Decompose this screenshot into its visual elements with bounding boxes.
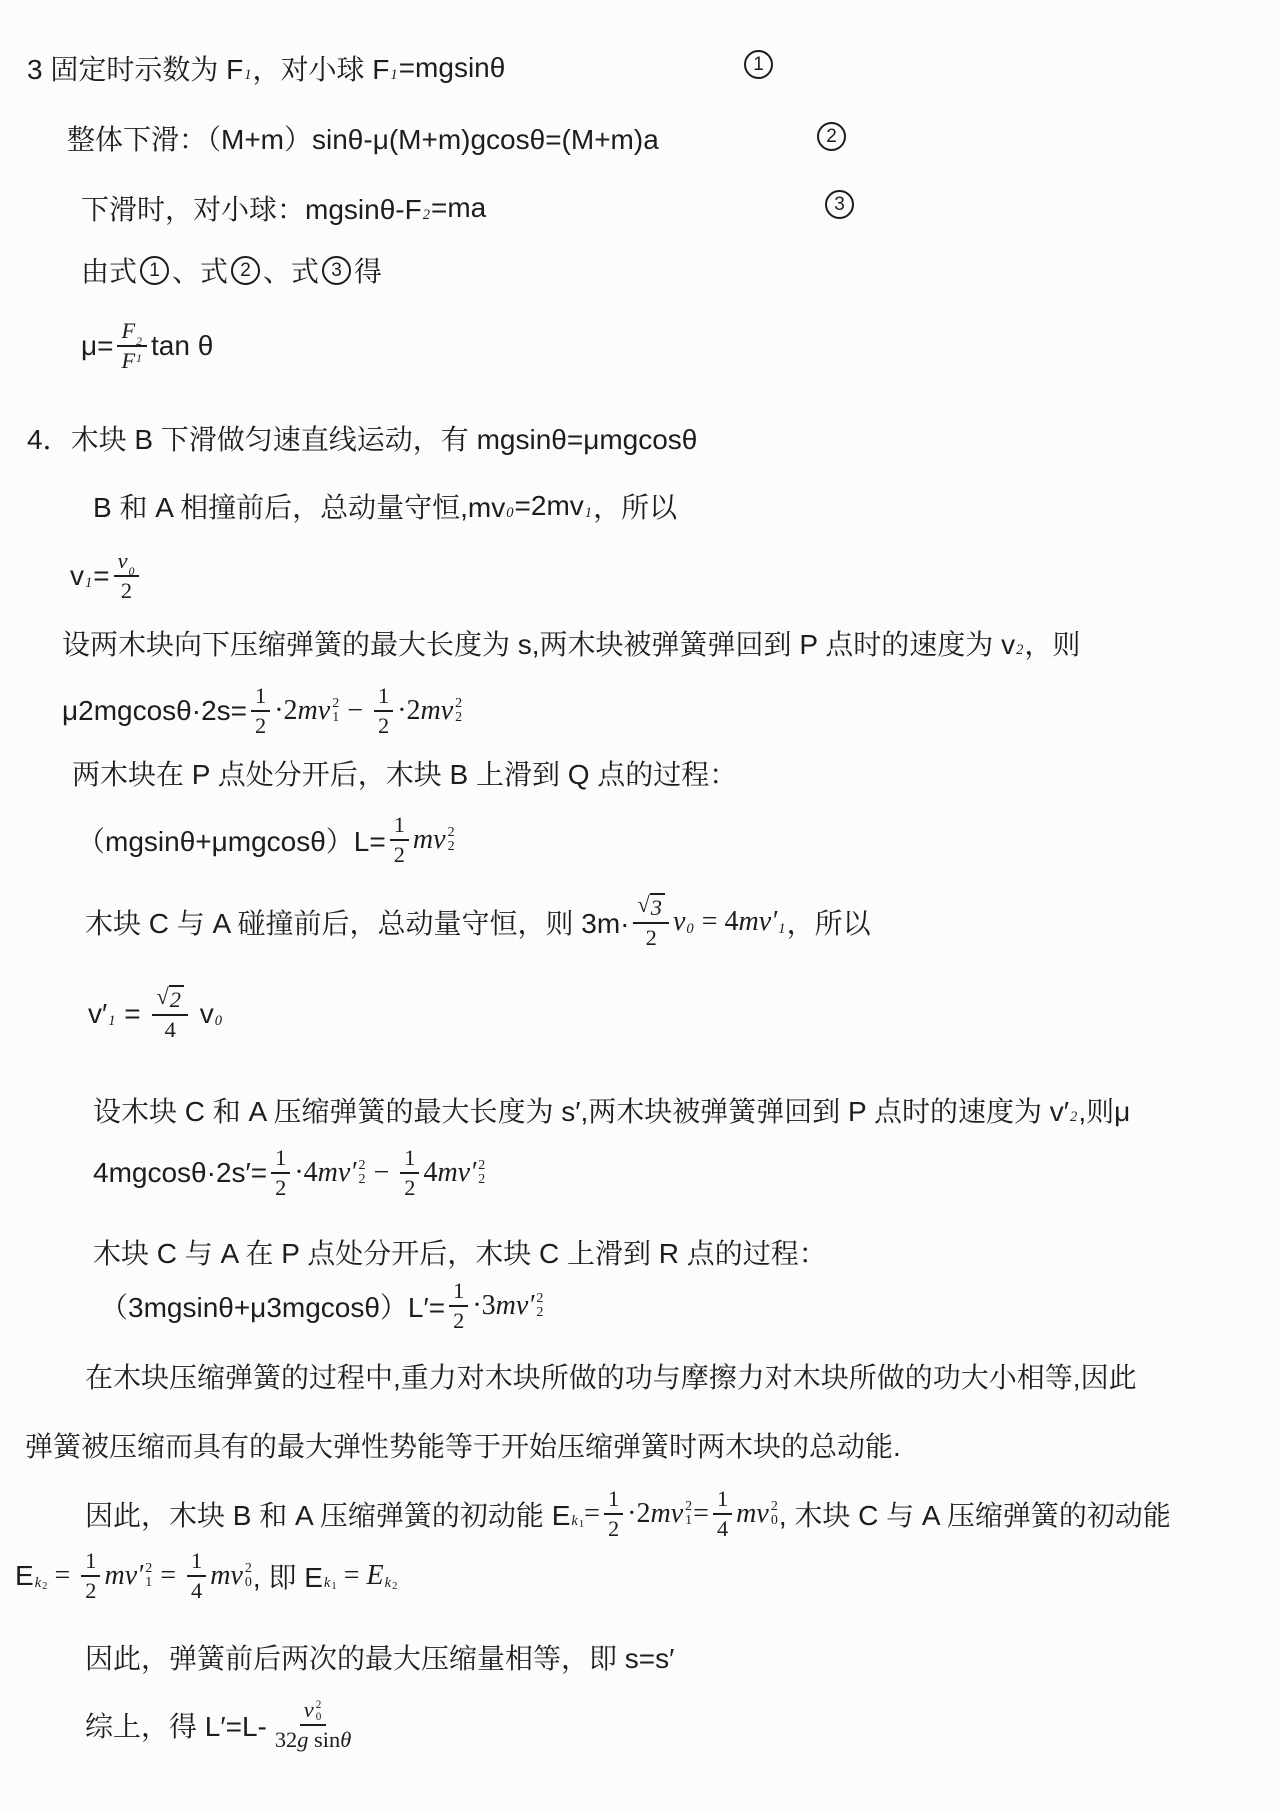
fraction-numerator (390, 812, 409, 841)
document-line-24 (85, 1697, 359, 1753)
document-line-7 (93, 486, 677, 526)
fraction (713, 1486, 732, 1542)
math-italic-run: mv (297, 694, 331, 726)
text-run: 木块 C 与 A 在 P 点处分开后，木块 C 上滑到 R 点的过程： (93, 1238, 827, 1269)
fraction-denominator (374, 712, 393, 739)
subscript: 0 (770, 1512, 778, 1528)
superscript-subscript-stack (332, 697, 339, 725)
subscript: 1 (685, 1512, 693, 1528)
superscript-subscript-stack (455, 697, 462, 725)
subscript: 2 (478, 1171, 486, 1187)
text-run: = (93, 559, 110, 591)
math-italic-run: mv (650, 1497, 684, 1529)
math-italic-run: F (121, 318, 136, 343)
subscript: 2 (358, 1171, 366, 1187)
document-line-18 (100, 1278, 544, 1334)
math-italic-run: v (117, 548, 128, 573)
circled-number-icon: 2 (231, 256, 260, 285)
math-roman-run: 1 (607, 1486, 620, 1511)
document-line-4 (81, 250, 382, 290)
math-roman-run: ·3 (472, 1289, 496, 1321)
math-roman-run: = (693, 1497, 709, 1529)
circled-number-icon: 1 (140, 256, 169, 285)
subscript: 1 (584, 504, 593, 521)
math-roman-run: 1 (377, 683, 390, 708)
math-italic-run: mv (736, 1497, 769, 1529)
document-line-11 (72, 753, 737, 793)
math-italic-run: mv′ (495, 1289, 535, 1321)
math-roman-run: 2 (275, 1174, 287, 1200)
math-roman-run: sin (308, 1726, 341, 1752)
math-roman-run: 1 (191, 1548, 203, 1573)
text-run: μ2mgcosθ·2s= (62, 694, 247, 726)
text-run: tan θ (150, 329, 214, 361)
subscript: 1 (136, 352, 142, 366)
fraction-denominator (400, 1174, 419, 1201)
math-italic-run: mv (210, 1559, 243, 1591)
subscript: 1 (108, 1012, 116, 1029)
superscript-subscript-stack (478, 1159, 485, 1187)
document-line-10 (62, 683, 463, 739)
fraction-denominator (642, 924, 661, 951)
fraction-numerator (187, 1548, 206, 1577)
math-italic-run: mv (412, 823, 446, 855)
superscript: 2 (685, 1498, 693, 1514)
fraction-numerator (300, 1697, 327, 1726)
subscript: k (571, 1512, 578, 1529)
document-line-15 (93, 1090, 1130, 1130)
text-run: 4．木块 B 下滑做匀速直线运动，有 mgsinθ=μmgcosθ (27, 424, 698, 455)
subscript: 2 (455, 709, 463, 725)
superscript-subscript-stack (536, 1292, 543, 1320)
text-run: 因此，弹簧前后两次的最大压缩量相等，即 s=s′ (85, 1643, 675, 1674)
math-roman-run: 4 (191, 1577, 203, 1603)
fraction-numerator (152, 985, 188, 1016)
text-run: v′ (88, 997, 108, 1029)
subscript: 2 (422, 206, 430, 223)
fraction (271, 1697, 355, 1753)
text-run: ，则 (1024, 629, 1081, 660)
math-italic-run: v (303, 1697, 314, 1722)
fraction (251, 683, 270, 739)
sub-subscript: 2 (42, 1581, 48, 1593)
fraction (117, 318, 147, 374)
text-run: μ= (81, 329, 114, 361)
document-line-19 (85, 1356, 1137, 1396)
superscript: 2 (770, 1498, 778, 1514)
equation-number-1: 1 (744, 50, 773, 79)
subscript: 1 (85, 574, 93, 591)
equation-number-2: 2 (817, 122, 846, 151)
superscript: 2 (145, 1560, 153, 1576)
document-line-3 (81, 188, 486, 228)
fraction-numerator (251, 683, 270, 712)
subscript: 1 (390, 66, 398, 83)
document-line-12 (77, 812, 456, 868)
math-roman-run: 2 (377, 712, 390, 738)
document-line-1 (27, 48, 505, 88)
text-run: =ma (430, 192, 487, 223)
equation-number-3: 3 (825, 190, 854, 219)
math-roman-run: 32 (274, 1726, 298, 1752)
fraction-denominator (187, 1577, 206, 1604)
math-italic-run: mv′ (104, 1559, 144, 1591)
subscript: 2 (447, 838, 455, 854)
document-line-14 (88, 985, 223, 1043)
math-roman-run: 1 (255, 683, 267, 708)
math-roman-run: 2 (255, 712, 267, 738)
math-roman-run: 1 (453, 1278, 465, 1303)
math-roman-run: 1 (404, 1145, 416, 1170)
math-roman-run: ·4 (294, 1156, 318, 1188)
text-run: 设木块 C 和 A 压缩弹簧的最大长度为 s′,两木块被弹簧弹回到 P 点时的速度为 v′ (93, 1096, 1070, 1127)
superscript-subscript-stack (685, 1500, 692, 1528)
math-roman-run: 4 (164, 1016, 176, 1042)
radical-sign-icon: √ (156, 984, 169, 1009)
math-roman-run: 4 (423, 1156, 438, 1188)
math-roman-run: 1 (85, 1548, 97, 1573)
fraction-denominator (449, 1307, 468, 1334)
superscript: 2 (455, 695, 463, 711)
text-run: 整体下滑：（M+m）sinθ-μ(M+m)gcosθ=(M+m)a (67, 124, 659, 155)
fraction (81, 1548, 100, 1604)
math-roman-run: 2 (85, 1577, 97, 1603)
text-run: （3mgsinθ+μ3mgcosθ）L′= (100, 1291, 446, 1323)
document-line-5 (81, 318, 213, 374)
text-run: 两木块在 P 点处分开后，木块 B 上滑到 Q 点的过程： (72, 759, 738, 790)
text-run: 弹簧被压缩而具有的最大弹性势能等于开始压缩弹簧时两木块的总动能. (25, 1431, 901, 1462)
radical-sign-icon: √ (637, 892, 650, 917)
text-run: 4mgcosθ·2s′= (93, 1156, 268, 1188)
fraction (390, 812, 409, 868)
document-line-6 (27, 418, 697, 458)
subscript: 0 (686, 920, 694, 937)
subscript: 1 (778, 920, 786, 937)
math-roman-run: 2 (607, 1515, 620, 1541)
math-roman-run: 2 (393, 841, 405, 867)
sub-subscript: 1 (331, 1581, 337, 1593)
superscript: 2 (358, 1157, 366, 1173)
superscript: 2 (536, 1290, 544, 1306)
fraction-denominator (271, 1174, 290, 1201)
math-roman-run: 2 (645, 924, 657, 950)
subscript: 1 (145, 1574, 153, 1590)
math-roman-run: = (153, 1559, 184, 1591)
math-italic-run: F (121, 347, 136, 373)
subscript: 0 (506, 504, 514, 521)
radicand: 3 (650, 893, 665, 921)
subscript: 0 (244, 1574, 252, 1590)
fraction-denominator (117, 577, 136, 604)
subscript: k (384, 1574, 392, 1591)
text-run: =mgsinθ (398, 52, 506, 83)
math-roman-run: 2 (120, 577, 133, 603)
text-run: , 木块 C 与 A 压缩弹簧的初动能 (778, 1499, 1171, 1531)
text-run: 、式 (263, 256, 320, 287)
fraction-numerator (713, 1486, 732, 1515)
superscript: 2 (332, 695, 340, 711)
math-italic-run: mv′ (738, 905, 778, 937)
math-roman-run: ·2 (274, 694, 298, 726)
document-line-22 (15, 1548, 397, 1604)
subscript: k (323, 1574, 331, 1591)
superscript-subscript-stack (145, 1562, 152, 1590)
fraction-denominator (117, 347, 147, 374)
superscript-subscript-stack (358, 1159, 365, 1187)
circled-number-icon: 3 (322, 256, 351, 285)
fraction (604, 1486, 623, 1542)
document-line-9 (62, 623, 1080, 663)
text-run: , 即 E (252, 1561, 323, 1593)
document-line-20 (25, 1425, 901, 1465)
fraction-denominator (161, 1016, 180, 1043)
fraction-numerator (604, 1486, 623, 1515)
text-run: ，所以 (786, 907, 871, 939)
text-run: 得 (354, 256, 383, 287)
subscript: 0 (214, 1012, 223, 1029)
subscript: 1 (244, 66, 252, 83)
math-roman-run: ·2 (397, 694, 421, 726)
fraction (271, 1145, 290, 1201)
fraction-denominator (390, 841, 409, 868)
subscript: 2 (1070, 1108, 1078, 1125)
math-italic-run: E (366, 1559, 384, 1591)
fraction (152, 985, 188, 1043)
sub-subscript: 1 (578, 1519, 585, 1531)
text-run: ，对小球 F (252, 54, 390, 85)
math-roman-run: = (584, 1497, 600, 1529)
text-run: 下滑时，对小球：mgsinθ-F (81, 194, 422, 225)
subscript: 1 (332, 709, 340, 725)
document-line-16 (93, 1145, 486, 1201)
math-roman-run: − (340, 694, 370, 726)
document-line-17 (93, 1232, 827, 1272)
math-roman-run: = (47, 1559, 78, 1591)
text-run: = (116, 997, 149, 1029)
fraction-numerator (374, 683, 393, 712)
superscript-subscript-stack (771, 1500, 778, 1528)
text-run: =2mv (514, 490, 584, 521)
document-line-13 (85, 893, 871, 951)
sub-subscript: 2 (392, 1581, 398, 1593)
superscript-subscript-stack (245, 1562, 252, 1590)
text-run: 木块 C 与 A 碰撞前后，总动量守恒，则 3m· (85, 907, 630, 939)
subscript: 0 (315, 1710, 322, 1723)
math-roman-run: = (336, 1559, 367, 1591)
fraction-numerator (81, 1548, 100, 1577)
subscript: 0 (128, 565, 135, 579)
subscript: 2 (536, 1304, 544, 1320)
math-roman-run: = 4 (694, 905, 739, 937)
fraction (187, 1548, 206, 1604)
fraction-numerator (449, 1278, 468, 1307)
subscript: 2 (1016, 641, 1024, 658)
math-roman-run: 2 (404, 1174, 416, 1200)
superscript: 2 (315, 1699, 322, 1712)
text-run: 、式 (172, 256, 229, 287)
square-root (156, 985, 184, 1013)
superscript-subscript-stack (316, 1700, 322, 1722)
fraction-numerator (633, 893, 669, 924)
superscript: 2 (447, 824, 455, 840)
text-run: v (191, 997, 214, 1029)
text-run: v (70, 559, 84, 591)
fraction-numerator (117, 318, 147, 347)
fraction (374, 683, 393, 739)
fraction-denominator (604, 1515, 623, 1542)
text-run: ,则μ (1078, 1096, 1131, 1127)
text-run: 3 固定时示数为 F (27, 54, 244, 85)
math-italic-run: v (672, 905, 686, 937)
math-italic-run: mv′ (437, 1156, 477, 1188)
document-line-8 (70, 548, 143, 604)
text-run: （mgsinθ+μmgcosθ）L= (77, 825, 386, 857)
fraction (114, 548, 140, 604)
fraction-denominator (713, 1515, 732, 1542)
text-run: 由式 (81, 256, 138, 287)
fraction-denominator (81, 1577, 100, 1604)
math-italic-run: mv (420, 694, 454, 726)
fraction-denominator (251, 712, 270, 739)
text-run: ，所以 (593, 492, 678, 523)
fraction-numerator (400, 1145, 419, 1174)
math-roman-run: 2 (453, 1307, 465, 1333)
text-run: B 和 A 相撞前后，总动量守恒,mv (93, 492, 506, 523)
text-run: E (15, 1559, 34, 1591)
document-line-2 (67, 118, 659, 158)
math-roman-run: 1 (393, 812, 405, 837)
math-italic-run: mv′ (317, 1156, 357, 1188)
subscript: 2 (136, 335, 142, 349)
math-roman-run: − (366, 1156, 397, 1188)
math-roman-run: 1 (716, 1486, 729, 1511)
text-run: 综上，得 L′=L- (85, 1710, 267, 1742)
text-run: 在木块压缩弹簧的过程中,重力对木块所做的功与摩擦力对木块所做的功大小相等,因此 (85, 1362, 1137, 1393)
superscript: 2 (244, 1560, 252, 1576)
fraction-denominator (271, 1726, 355, 1753)
math-italic-run: g (297, 1726, 309, 1752)
subscript: k (34, 1574, 42, 1591)
fraction (633, 893, 669, 951)
fraction-numerator (114, 548, 140, 577)
math-roman-run: ·2 (627, 1497, 651, 1529)
math-italic-run: θ (340, 1726, 352, 1752)
text-run: 设两木块向下压缩弹簧的最大长度为 s,两木块被弹簧弹回到 P 点时的速度为 v (62, 629, 1016, 660)
fraction (449, 1278, 468, 1334)
superscript: 2 (478, 1157, 486, 1173)
text-run: 因此，木块 B 和 A 压缩弹簧的初动能 E (85, 1499, 571, 1531)
document-line-21 (85, 1486, 1171, 1542)
math-roman-run: 4 (716, 1515, 729, 1541)
radicand: 2 (169, 985, 184, 1013)
document-line-23 (85, 1637, 674, 1677)
superscript-subscript-stack (448, 826, 455, 854)
fraction-numerator (271, 1145, 290, 1174)
fraction (400, 1145, 419, 1201)
math-roman-run: 1 (275, 1145, 287, 1170)
square-root (637, 893, 665, 921)
